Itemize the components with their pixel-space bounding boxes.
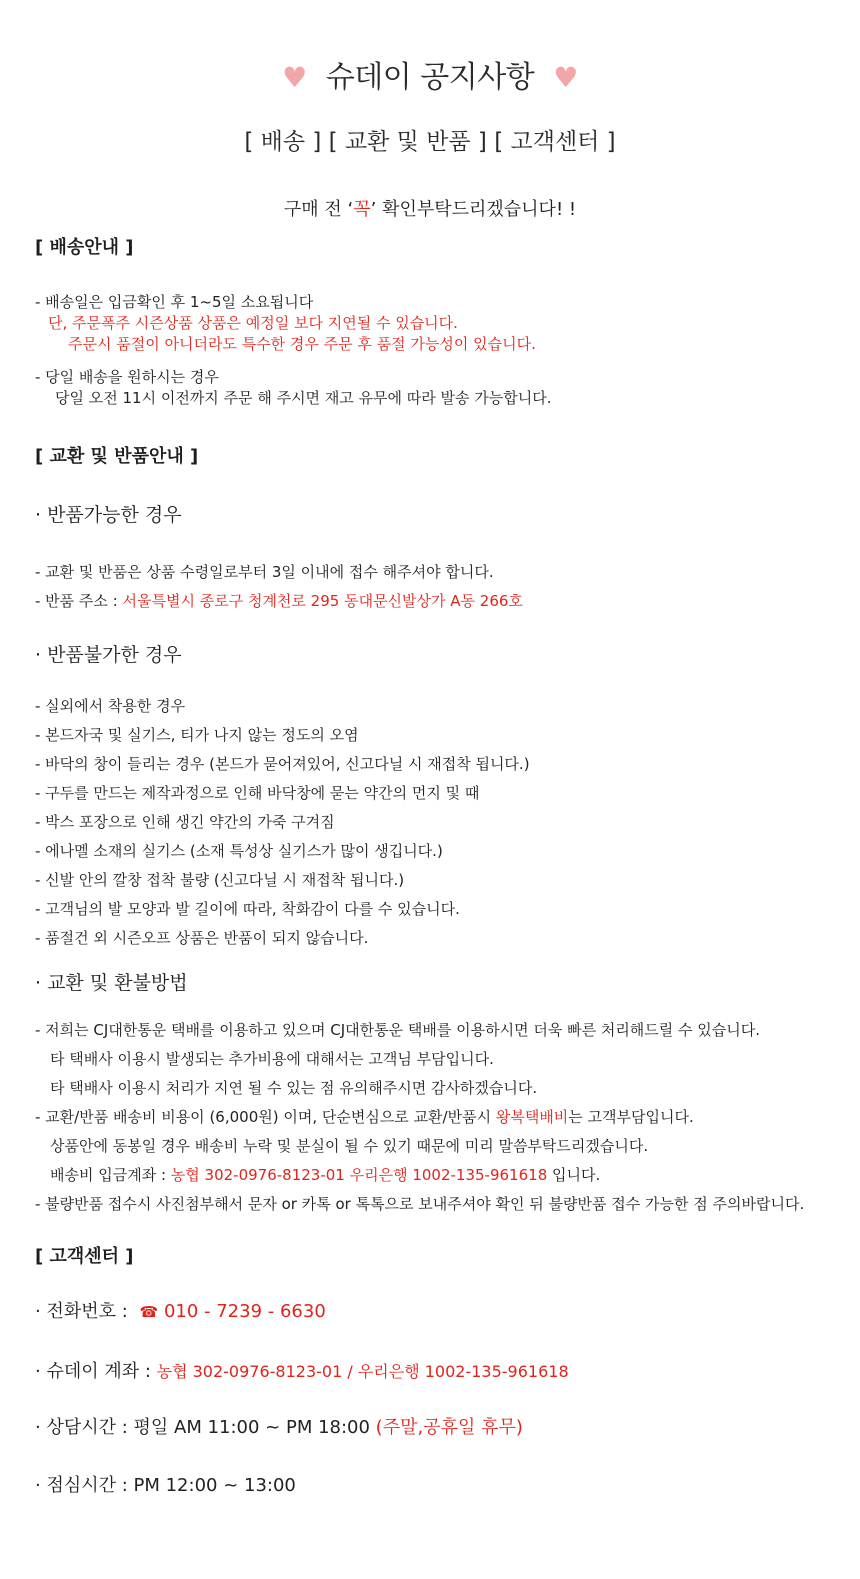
enclosed-fee-line: 상품안에 동봉일 경우 배송비 누락 및 분실이 될 수 있기 때문에 미리 말씀부탁드리겠습니다.: [50, 1137, 649, 1155]
return-fee-after: 는 고객부담입니다.: [568, 1108, 694, 1126]
notice-after: ’ 확인부탁드리겠습니다! !: [370, 199, 577, 220]
courier-delay-line: 타 택배사 이용시 처리가 지연 될 수 있는 점 유의해주시면 감사하겠습니다.: [50, 1079, 538, 1097]
return-impossible-heading: · 반품불가한 경우: [35, 644, 182, 666]
list-item: - 실외에서 착용한 경우: [35, 697, 186, 715]
account-line: [35, 1357, 569, 1383]
fee-account-number: 농협 302-0976-8123-01 우리은행 1002-135-961618: [170, 1166, 548, 1184]
check-notice: [0, 195, 860, 221]
shipping-delay-note: 단, 주문폭주 시즌상품 상품은 예정일 보다 지연될 수 있습니다.: [48, 314, 458, 332]
service-heading: [ 고객센터 ]: [35, 1246, 134, 1267]
list-item: - 박스 포장으로 인해 생긴 약간의 가죽 구겨짐: [35, 813, 335, 831]
fee-account-after: 입니다.: [547, 1166, 601, 1184]
page-title: [0, 52, 860, 96]
shipping-line: - 배송일은 입금확인 후 1~5일 소요됩니다: [35, 293, 314, 311]
return-fee-emphasis: 왕복택배비: [495, 1108, 569, 1126]
return-possible-heading: · 반품가능한 경우: [35, 504, 182, 526]
courier-line: - 저희는 CJ대한통운 택배를 이용하고 있으며 CJ대한통운 택배를 이용하시면 더욱 빠른 처리해드릴 수 있습니다.: [35, 1021, 761, 1039]
list-item: - 신발 안의 깔창 접착 불량 (신고다닐 시 재접착 됩니다.): [35, 871, 405, 889]
shipping-soldout-note: 주문시 품절이 아니더라도 특수한 경우 주문 후 품절 가능성이 있습니다.: [68, 335, 536, 353]
return-address: 서울특별시 종로구 청계천로 295 동대문신발상가 A동 266호: [122, 592, 523, 610]
phone-number[interactable]: 010 - 7239 - 6630: [163, 1301, 326, 1322]
exchange-method-heading: · 교환 및 환불방법: [35, 972, 188, 994]
title-text: 슈데이 공지사항: [325, 60, 535, 95]
heart-left-icon: ♥: [282, 61, 307, 94]
courier-cost-line: 타 택배사 이용시 발생되는 추가비용에 대해서는 고객님 부담입니다.: [50, 1050, 494, 1068]
defect-return-line: - 불량반품 접수시 사진첨부해서 문자 or 카톡 or 톡톡으로 보내주셔야 확인 뒤 불량반품 접수 가능한 점 주의바랍니다.: [35, 1195, 805, 1213]
list-item: - 에나멜 소재의 실기스 (소재 특성상 실기스가 많이 생깁니다.): [35, 842, 443, 860]
section-nav: [ 배송 ] [ 교환 및 반품 ] [ 고객센터 ]: [244, 129, 616, 155]
phone-line: [35, 1297, 326, 1323]
returns-heading: [ 교환 및 반품안내 ]: [35, 446, 199, 467]
return-address-label: - 반품 주소 :: [35, 592, 123, 610]
list-item: - 본드자국 및 실기스, 티가 나지 않는 정도의 오염: [35, 726, 359, 744]
account-number: 농협 302-0976-8123-01 / 우리은행 1002-135-961618: [156, 1362, 569, 1381]
return-period-line: - 교환 및 반품은 상품 수령일로부터 3일 이내에 접수 해주셔야 합니다.: [35, 563, 494, 581]
notice-before: 구매 전 ‘: [283, 199, 354, 220]
hours-label: · 상담시간 : 평일 AM 11:00 ~ PM 18:00: [35, 1417, 376, 1438]
shipping-heading: [ 배송안내 ]: [35, 237, 134, 258]
list-item: - 바닥의 창이 들리는 경우 (본드가 묻어져있어, 신고다닐 시 재접착 됩니다.): [35, 755, 530, 773]
hours-note: (주말,공휴일 휴무): [375, 1417, 523, 1438]
account-label: · 슈데이 계좌 :: [35, 1361, 157, 1382]
notice-emphasis: 꼭: [353, 199, 371, 220]
fee-account-line: [50, 1165, 600, 1186]
list-item: - 품절건 외 시즌오프 상품은 반품이 되지 않습니다.: [35, 929, 369, 947]
lunch-line: · 점심시간 : PM 12:00 ~ 13:00: [35, 1475, 296, 1496]
phone-label: · 전화번호 :: [35, 1301, 128, 1322]
return-fee-line: [35, 1107, 694, 1128]
return-address-line: [35, 591, 523, 612]
hours-line: [35, 1413, 523, 1439]
sameday-line: - 당일 배송을 원하시는 경우: [35, 368, 219, 386]
sameday-detail: 당일 오전 11시 이전까지 주문 해 주시면 재고 유무에 따라 발송 가능합니다.: [55, 389, 552, 407]
list-item: - 구두를 만드는 제작과정으로 인해 바닥창에 묻는 약간의 먼지 및 때: [35, 784, 480, 802]
heart-right-icon: ♥: [553, 61, 578, 94]
return-fee-before: - 교환/반품 배송비 비용이 (6,000원) 이며, 단순변심으로 교환/반품시: [35, 1108, 496, 1126]
fee-account-label: 배송비 입금계좌 :: [50, 1166, 171, 1184]
phone-icon: ☎: [139, 1303, 159, 1321]
list-item: - 고객님의 발 모양과 발 길이에 따라, 착화감이 다를 수 있습니다.: [35, 900, 460, 918]
